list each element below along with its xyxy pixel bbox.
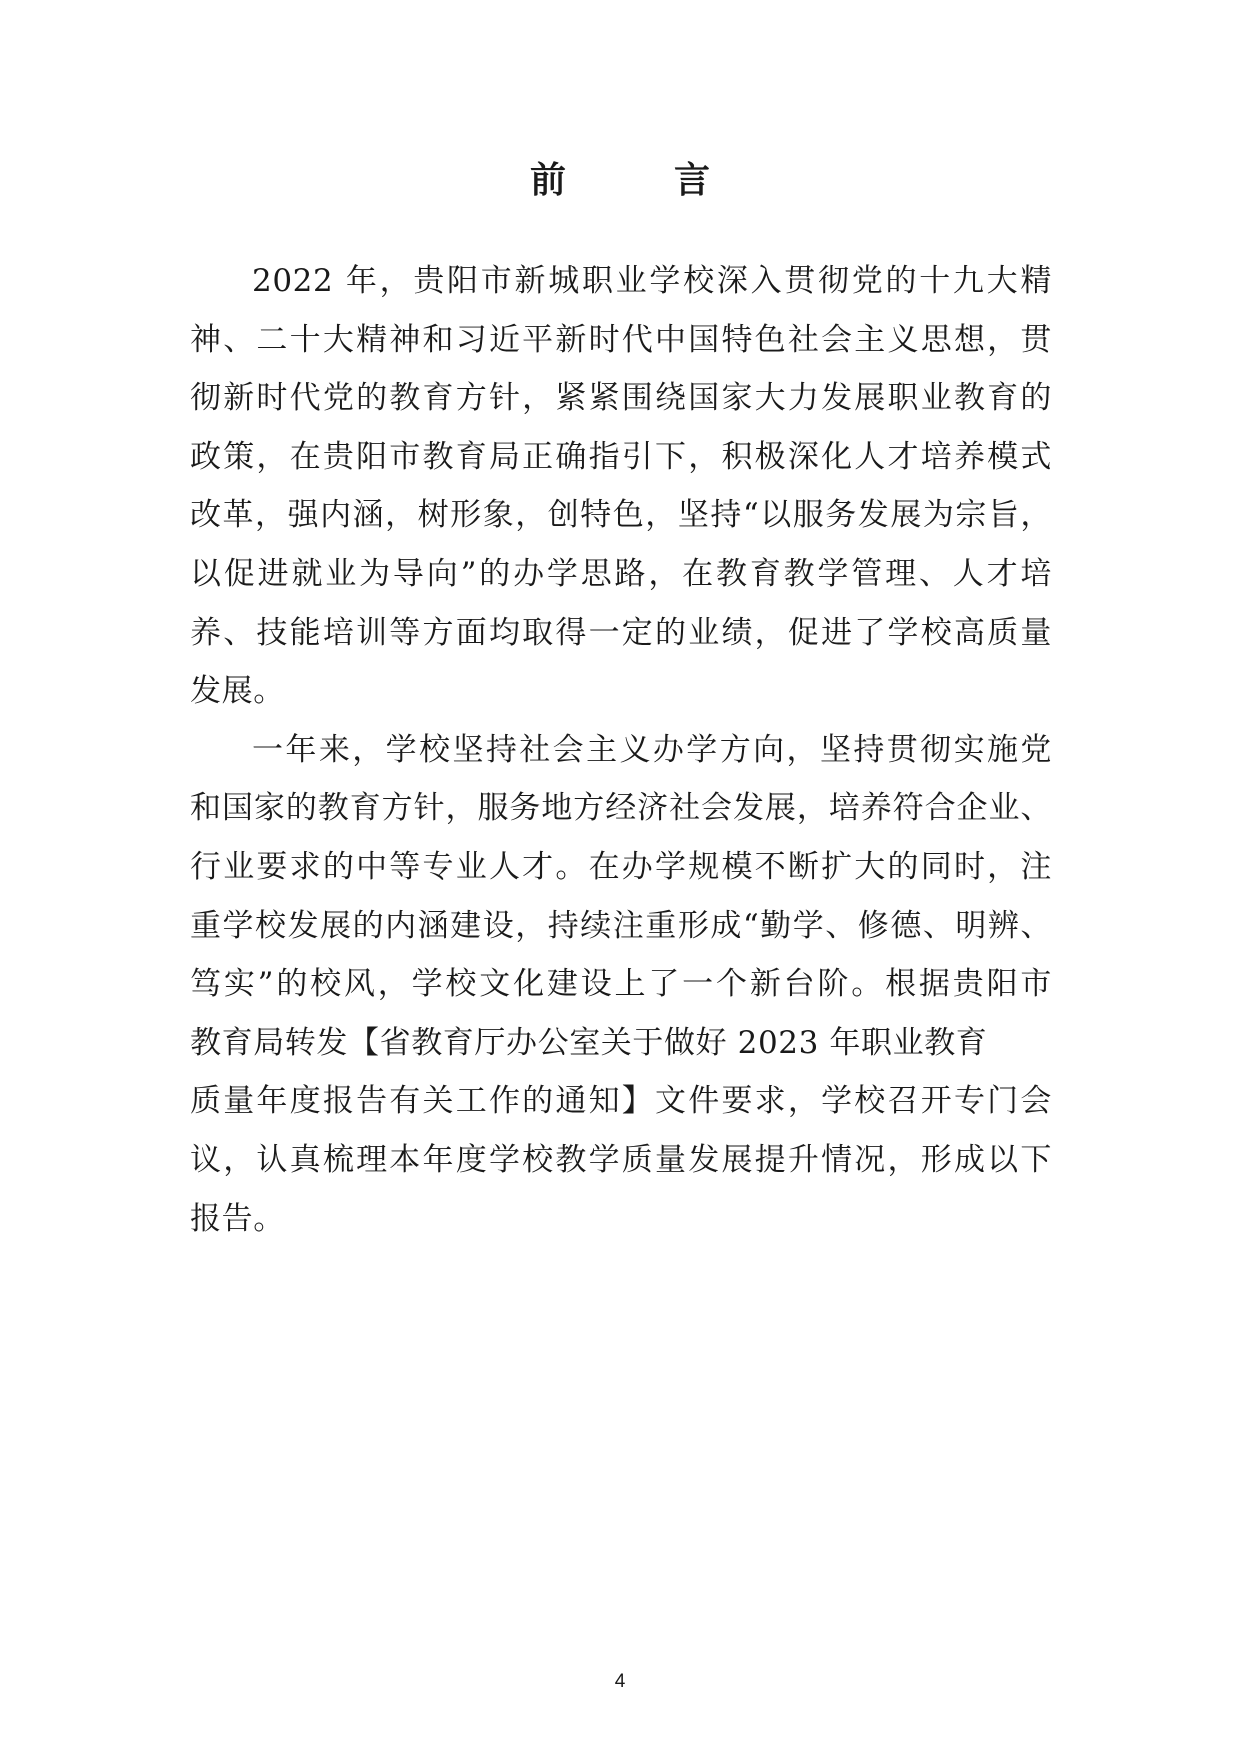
paragraph-line: 2022 年，贵阳市新城职业学校深入贯彻党的十九大精 (252, 263, 1052, 299)
paragraph-line: 行业要求的中等专业人才。在办学规模不断扩大的同时，注 (190, 848, 1052, 885)
paragraph-line: 重学校发展的内涵建设，持续注重形成“勤学、修德、明辨、 (190, 907, 1052, 944)
paragraph-line: 和国家的教育方针，服务地方经济社会发展，培养符合企业、 (190, 790, 1052, 827)
paragraph-line: 政策，在贵阳市教育局正确指引下，积极深化人才培养模式 (190, 438, 1052, 475)
paragraph-line: 以促进就业为导向”的办学思路，在教育教学管理、人才培 (190, 555, 1052, 592)
paragraph-line: 发展。 (190, 673, 285, 710)
document-body (190, 252, 1052, 1248)
paragraph-line: 笃实”的校风，学校文化建设上了一个新台阶。根据贵阳市 (190, 966, 1052, 1003)
paragraph-line: 一年来，学校坚持社会主义办学方向，坚持贯彻实施党 (252, 731, 1052, 768)
paragraph-line: 质量年度报告有关工作的通知】文件要求，学校召开专门会 (190, 1083, 1052, 1120)
paragraph-line: 彻新时代党的教育方针，紧紧围绕国家大力发展职业教育的 (190, 380, 1052, 417)
paragraph-line: 神、二十大精神和习近平新时代中国特色社会主义思想，贯 (190, 321, 1052, 358)
paragraph-line: 议，认真梳理本年度学校教学质量发展提升情况，形成以下 (190, 1141, 1052, 1178)
page-number: 4 (614, 1671, 626, 1692)
paragraph-line: 改革，强内涵，树形象，创特色，坚持“以服务发展为宗旨， (190, 497, 1052, 534)
paragraph-line: 养、技能培训等方面均取得一定的业绩，促进了学校高质量 (190, 614, 1052, 651)
paragraph-2 (190, 721, 1052, 1248)
paragraph-line: 报告。 (190, 1200, 285, 1237)
paragraph-1 (190, 252, 1052, 721)
page-title: 前 言 (529, 159, 746, 201)
paragraph-line: 教育局转发【省教育厅办公室关于做好 2023 年职业教育 (190, 1024, 988, 1061)
